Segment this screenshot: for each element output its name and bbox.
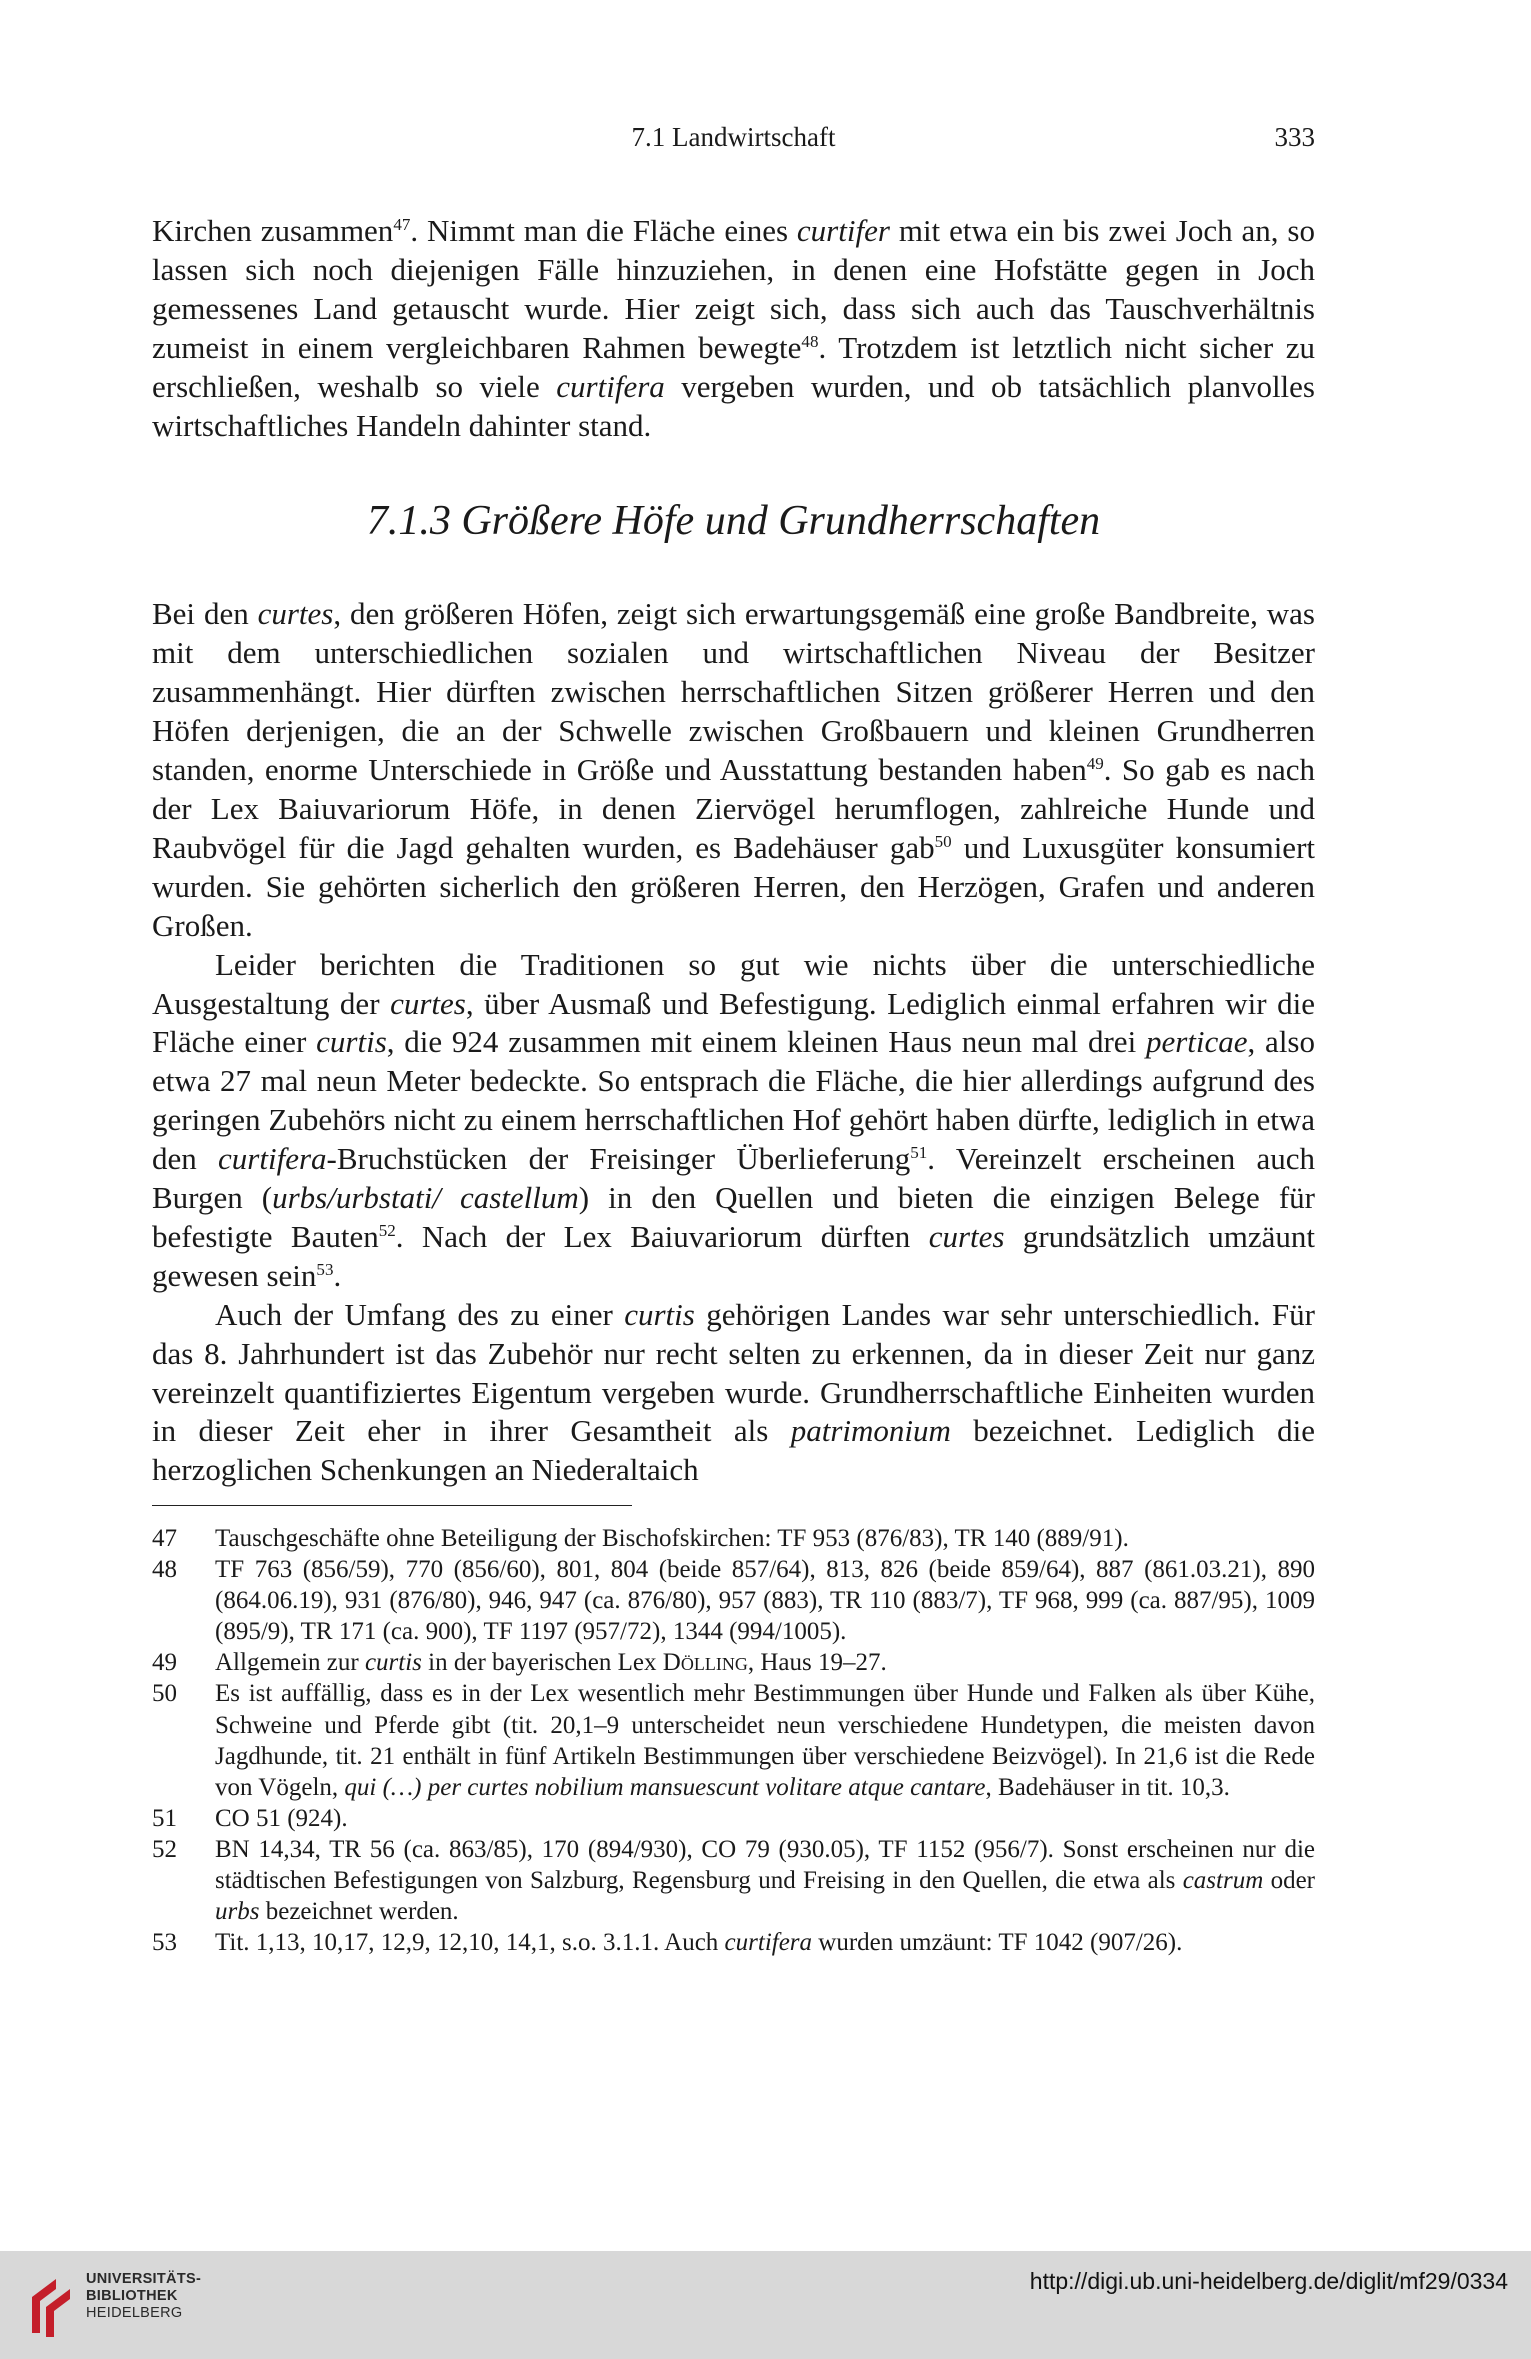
footnote bbox=[152, 1834, 1315, 1927]
footnote-text: Allgemein zur curtis in der bayerischen Lex Dölling, Haus 19–27. bbox=[215, 1649, 887, 1677]
library-logo-icon bbox=[26, 2267, 78, 2343]
footnote-text: TF 763 (856/59), 770 (856/60), 801, 804 (beide 857/64), 813, 826 (beide 859/64), 887 (861.03.21), 890 (864.06.19), 931 (876/80), 946, 947 (ca. 876/80), 957 (883), TR 110 (883/7), TF 968, 999 (ca. 887/95), 1009 (895/9), TR 171 (ca. 900), TF 1197 (957/72), 1344 (994/1005). bbox=[215, 1556, 1315, 1646]
running-head-title: 7.1 Landwirtschaft bbox=[631, 122, 836, 152]
footnote-number: 51 bbox=[152, 1804, 177, 1832]
footnote-number: 47 bbox=[152, 1525, 177, 1552]
footnote-number: 53 bbox=[152, 1929, 177, 1957]
footnote bbox=[152, 1523, 1315, 1554]
running-head bbox=[152, 122, 1315, 162]
footnote-ref[interactable]: 51 bbox=[910, 1143, 928, 1163]
paragraph: Leider berichten die Traditionen so gut wie nichts über die unterschiedliche Ausgestaltung der curtes, über Ausmaß und Befestigung. Lediglich einmal erfahren wir die Fläche einer curtis, die 924 zusammen mit einem kleinen Haus neun mal drei perticae, also etwa 27 mal neun Meter bedeckte. So entsprach die Fläche, die hier allerdings aufgrund des geringen Zubehörs nicht zu einem herrschaftlichen Hof gehört haben dürfte, lediglich in etwa den curtifera-Bruchstücken der Freisinger Überlieferung$^{51}$. Vereinzelt erscheinen auch Burgen (urbs/urbstati/ castellum) in den Quellen und bieten die einzigen Belege für befestigte Bauten$^{52}$. Nach der Lex Baiuvariorum dürften curtes grundsätzlich umzäunt gewesen sein$^{53}$. bbox=[152, 946, 1315, 1293]
paragraph: Bei den curtes, den größeren Höfen, zeigt sich erwartungsgemäß eine große Bandbreite, was mit dem unterschiedlichen sozialen und wirtschaftlichen Niveau der Besitzer zusammenhängt. Hier dürften zwischen herrschaftlichen Sitzen größerer Herren und den Höfen derjenigen, die an der Schwelle zwischen Großbauern und kleinen Grundherren standen, enorme Unterschiede in Größe und Ausstattung bestanden haben$^{49}$. So gab es nach der Lex Baiuvariorum Höfe, in denen Ziervögel herumflogen, zahlreiche Hunde und Raubvögel für die Jagd gehalten wurden, es Badehäuser gab$^{50}$ und Luxusgüter konsumiert wurden. Sie gehörten sicherlich den größeren Herren, den Herzögen, Grafen und anderen Großen. bbox=[152, 596, 1316, 943]
footnote-number: 52 bbox=[152, 1835, 177, 1863]
main-text bbox=[152, 212, 1315, 1490]
footnote-ref[interactable]: 49 bbox=[1086, 753, 1104, 773]
footnotes bbox=[152, 1523, 1315, 1958]
section-heading: 7.1.3 Größere Höfe und Grundherrschaften bbox=[366, 498, 1101, 545]
footnote-text: CO 51 (924). bbox=[215, 1804, 348, 1832]
footnote bbox=[152, 1927, 1315, 1958]
footnote-number: 50 bbox=[152, 1680, 177, 1708]
footnote bbox=[152, 1678, 1315, 1802]
footnote-text: Tauschgeschäfte ohne Beteiligung der Bischofskirchen: TF 953 (876/83), TR 140 (889/91). bbox=[215, 1525, 1129, 1552]
footnote bbox=[152, 1647, 1315, 1678]
source-url[interactable]: http://digi.ub.uni-heidelberg.de/diglit/mf29/0334 bbox=[1029, 2268, 1508, 2294]
paragraph: Auch der Umfang des zu einer curtis gehörigen Landes war sehr unterschiedlich. Für das 8. Jahrhundert ist das Zubehör nur recht selten zu erkennen, da in dieser Zeit nur ganz vereinzelt quantifiziertes Eigentum vergeben wurde. Grundherrschaftliche Einheiten wurden in dieser Zeit eher in ihrer Gesamtheit als patrimonium bezeichnet. Lediglich die herzoglichen Schenkungen an Niederaltaich bbox=[152, 1296, 1315, 1488]
footnote-ref[interactable]: 47 bbox=[393, 214, 411, 234]
paragraph: Kirchen zusammen$^{47}$. Nimmt man die Fläche eines curtifer mit etwa ein bis zwei Joch an, so lassen sich noch diejenigen Fälle hinzuziehen, in denen eine Hofstätte gegen in Joch gemessenes Land getauscht wurde. Hier zeigt sich, dass sich auch das Tauschverhältnis zumeist in einem vergleichbaren Rahmen bewegte$^{48}$. Trotzdem ist letztlich nicht sicher zu erschließen, weshalb so viele curtifera vergeben wurden, und ob tatsächlich planvolles wirtschaftliches Handeln dahinter stand. bbox=[152, 213, 1315, 443]
footnote-text: Es ist auffällig, dass es in der Lex wesentlich mehr Bestimmungen über Hunde und Falken als über Kühe, Schweine und Pferde gibt (tit. 20,1–9 unterscheidet neun verschiedene Hundetypen, die meisten davon Jagdhunde, tit. 21 enthält in fünf Artikeln Bestimmungen über verschiedene Beizvögel). In 21,6 ist die Rede von Vögeln, qui (…) per curtes nobilium mansuescunt volitare atque cantare, Badehäuser in tit. 10,3. bbox=[215, 1680, 1315, 1801]
footnote-separator bbox=[152, 1505, 632, 1506]
page-number: 333 bbox=[1274, 122, 1315, 152]
footnote bbox=[152, 1803, 1315, 1834]
footnote-text: BN 14,34, TR 56 (ca. 863/85), 170 (894/930), CO 79 (930.05), TF 1152 (956/7). Sonst erscheinen nur die städtischen Befestigungen von Salzburg, Regensburg und Freising in den Quellen, die etwa als castrum oder urbs bezeichnet werden. bbox=[215, 1835, 1316, 1926]
library-logo-text: UNIVERSITÄTS- BIBLIOTHEK HEIDELBERG bbox=[86, 2271, 202, 2321]
footnote-text: Tit. 1,13, 10,17, 12,9, 12,10, 14,1, s.o. 3.1.1. Auch curtifera wurden umzäunt: TF 1042 (907/26). bbox=[215, 1929, 1183, 1957]
footnote-ref[interactable]: 52 bbox=[378, 1220, 396, 1240]
footnote bbox=[152, 1554, 1315, 1647]
footnote-ref[interactable]: 50 bbox=[934, 831, 952, 851]
footnote-number: 49 bbox=[152, 1649, 177, 1677]
footnote-ref[interactable]: 53 bbox=[316, 1259, 334, 1279]
footnote-number: 48 bbox=[152, 1556, 177, 1584]
footnote-ref[interactable]: 48 bbox=[801, 331, 819, 351]
